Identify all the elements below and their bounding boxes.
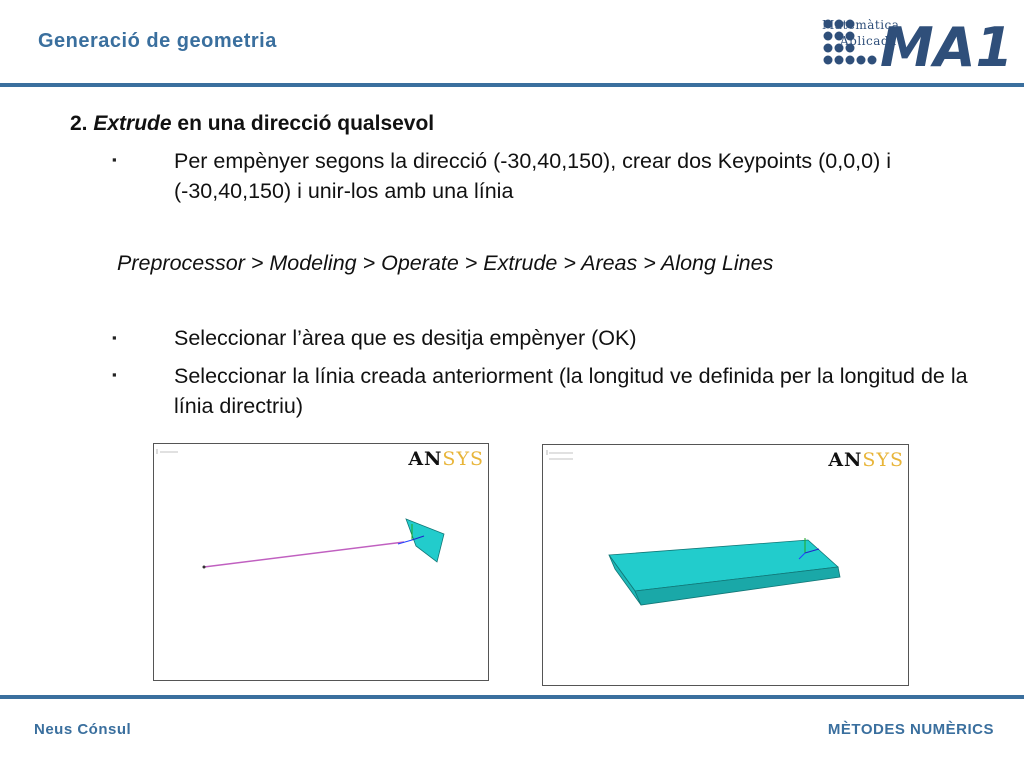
ma1-logo [818, 12, 1014, 79]
heading-number: 2. [70, 112, 88, 135]
directrix-line [204, 542, 404, 567]
logo-text-matematica: Matemàtica [822, 18, 900, 32]
menu-path: Preprocessor > Modeling > Operate > Extrude > Areas > Along Lines [117, 251, 774, 275]
logo-mark: MA1 [880, 16, 1014, 79]
bullet-marker: ▪ [112, 152, 117, 167]
ansys-panel-left [153, 443, 489, 681]
bullet-select-area: Seleccionar l’àrea que es desitja empènyer (OK) [174, 326, 637, 350]
keypoint-start [203, 566, 206, 569]
ansys-panel-right [542, 444, 909, 686]
bullet-select-line: Seleccionar la línia creada anteriorment (la longitud ve definida per la longitud de la línia directriu) [174, 364, 968, 418]
extruded-solid-graphic [543, 445, 908, 685]
logo-text-aplicada: Aplicada [840, 34, 897, 48]
footer-course: MÈTODES NUMÈRICS [827, 721, 994, 738]
heading-extrude: Extrude [93, 112, 172, 135]
bullet-keypoints: Per empènyer segons la direcció (-30,40,150), crear dos Keypoints (0,0,0) i (-30,40,150) i unir-los amb una línia [174, 149, 892, 203]
ansys-logo: ANSYS [408, 448, 484, 470]
bullet-marker: ▪ [112, 330, 117, 345]
header-divider [0, 83, 1024, 87]
ansys-logo: ANSYS [828, 449, 904, 471]
page-title: Generació de geometria [38, 30, 277, 52]
section-heading [70, 112, 434, 136]
bullet-marker: ▪ [112, 367, 117, 382]
footer-divider [0, 695, 1024, 699]
heading-rest: en una direcció qualsevol [177, 112, 435, 135]
footer-author: Neus Cónsul [34, 721, 132, 738]
corner-labels [157, 449, 178, 454]
line-and-area-graphic [154, 444, 488, 680]
